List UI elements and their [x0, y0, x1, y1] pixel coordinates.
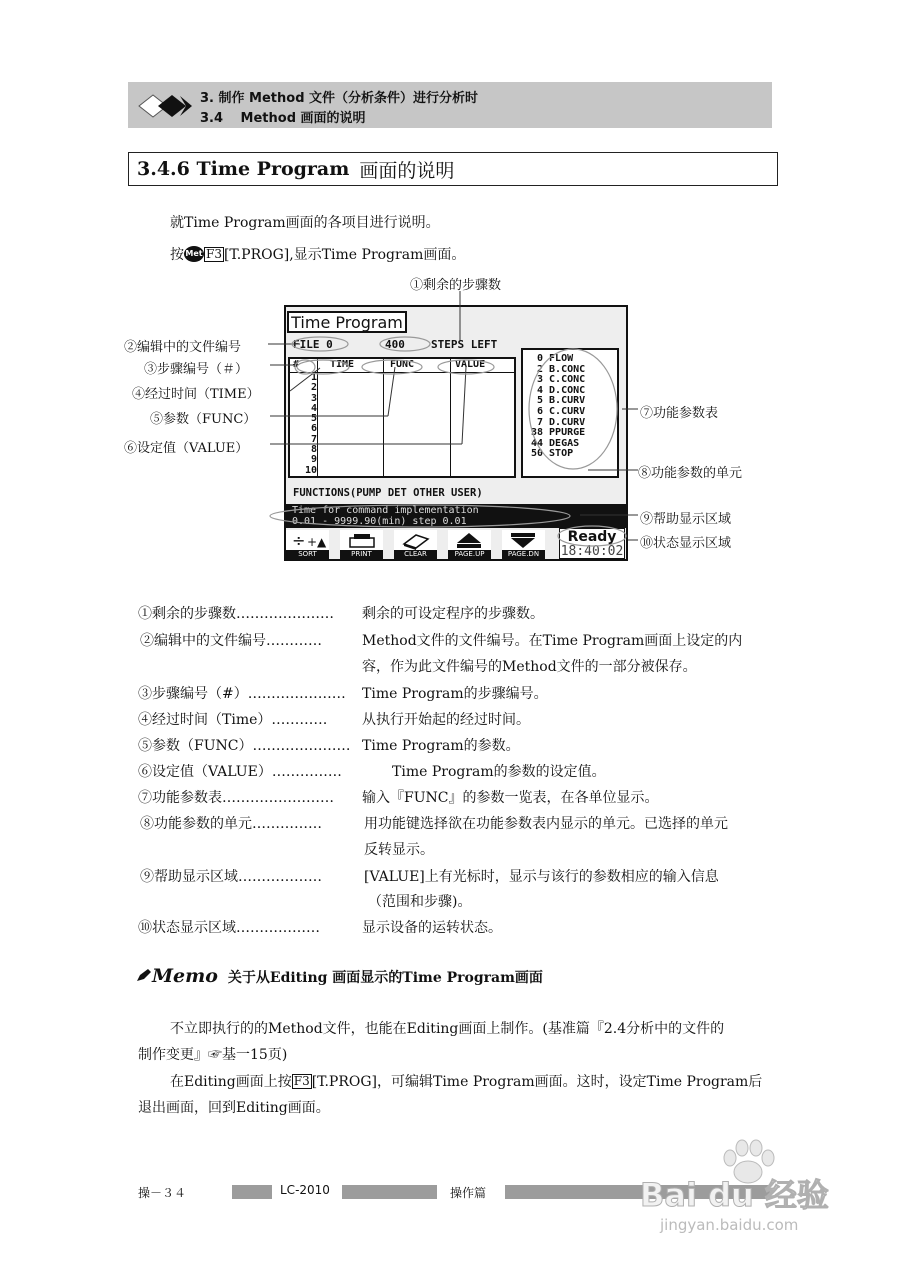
memo-para1-line2: 制作变更』☞基一15页)	[138, 1047, 288, 1063]
desc-text-cont: 容，作为此文件编号的Method文件的一部分被保存。	[362, 659, 697, 675]
annotation-function-unit: ⑧功能参数的单元	[638, 466, 743, 481]
row-number: 7	[310, 433, 317, 445]
desc-text: Time Program的步骤编号。	[362, 686, 548, 702]
row-number: 8	[310, 444, 317, 456]
page-number: 操－３４	[138, 1186, 187, 1200]
col-header-num: #	[293, 359, 300, 370]
annotation-status-area: ⑩状态显示区域	[640, 536, 732, 551]
col-header-func: FUNC	[390, 359, 415, 370]
intro-line-2: 按 Met F3 [T.PROG],显示Time Program画面。	[170, 246, 466, 263]
help-display-area: Time for command implementation 0.01 - 9999.90(min) step 0.01	[286, 504, 626, 528]
page-down-key[interactable]: PAGE.DN	[502, 530, 545, 559]
f3-key: F3	[293, 1073, 310, 1088]
row-number: 1	[310, 372, 317, 383]
col-header-value: VALUE	[455, 359, 486, 370]
met-key-icon: Met	[184, 246, 204, 262]
memo-heading	[136, 965, 543, 987]
annotation-time: ④经过时间（TIME）	[132, 387, 260, 402]
func-item: 44 DEGAS	[530, 437, 580, 449]
row-number: 6	[310, 423, 317, 435]
func-item: 5 B.CURV	[536, 395, 586, 407]
desc-text: 输入『FUNC』的参数一览表，在各单位显示。	[362, 790, 659, 806]
footer-bar	[232, 1185, 272, 1199]
memo-para2-line2: 退出画面，回到Editing画面。	[138, 1100, 330, 1116]
desc-term: ④经过时间（Time）…………	[138, 712, 328, 728]
desc-term: ⑦功能参数表……………………	[138, 790, 334, 806]
row-number: 4	[310, 402, 317, 414]
func-item: 38 PPURGE	[530, 427, 586, 439]
desc-term: ⑨帮助显示区域………………	[140, 869, 322, 885]
pencil-icon	[136, 968, 152, 982]
watermark-url: jingyan.baidu.com	[660, 1216, 799, 1234]
desc-text: [VALUE]上有光标时，显示与该行的参数相应的输入信息	[364, 869, 719, 885]
desc-term: ⑤参数（FUNC）…………………	[138, 738, 351, 754]
func-item: 2 B.CONC	[536, 363, 586, 375]
functions-units-line: FUNCTIONS(PUMP DET OTHER USER)	[293, 487, 483, 499]
footer-section: 操作篇	[450, 1186, 487, 1200]
svg-text:÷: ÷	[292, 531, 306, 550]
row-number: 5	[310, 413, 317, 425]
annotation-help-area: ⑨帮助显示区域	[640, 512, 732, 527]
annotation-steps-left: ①剩余的步骤数	[410, 278, 502, 293]
footer-model: LC-2010	[280, 1183, 330, 1197]
steps-left-value: 400	[385, 338, 405, 351]
header-section: 3.4 Method 画面的说明	[200, 111, 366, 126]
steps-left-label: STEPS LEFT	[431, 338, 498, 351]
func-item: 6 C.CURV	[536, 405, 586, 417]
screen-title: Time Program	[287, 311, 407, 333]
status-text: Ready	[567, 529, 617, 545]
desc-term: ③步骤编号（#）…………………	[138, 686, 346, 702]
desc-text: 用功能键选择欲在功能参数表内显示的单元。已选择的单元	[364, 816, 728, 832]
memo-label: Memo	[152, 965, 218, 987]
clock: 18:40:02	[560, 544, 624, 559]
annotation-value: ⑥设定值（VALUE）	[124, 441, 249, 456]
annotation-step-number: ③步骤编号（＃）	[144, 362, 249, 377]
f3-key: F3	[206, 246, 222, 261]
desc-text-cont: （范围和步骤)。	[368, 894, 472, 910]
desc-text: 剩余的可设定程序的步骤数。	[362, 606, 544, 622]
desc-text: Time Program的参数的设定值。	[392, 764, 606, 780]
leader-lines	[0, 0, 905, 600]
annotation-file-number: ②编辑中的文件编号	[124, 340, 242, 355]
print-key[interactable]: PRINT	[340, 530, 383, 559]
desc-term: ⑩状态显示区域………………	[138, 920, 320, 936]
func-item: 50 STOP	[530, 448, 574, 460]
desc-text-cont: 反转显示。	[364, 842, 434, 858]
file-number: FILE 0	[293, 338, 333, 351]
intro-line-1: 就Time Program画面的各项目进行说明。	[170, 215, 440, 231]
svg-text:+▲: +▲	[307, 535, 327, 549]
col-header-time: TIME	[330, 359, 355, 370]
row-number: 9	[310, 454, 317, 466]
sort-key[interactable]: ÷ +▲ SORT	[286, 530, 329, 559]
func-item: 0 FLOW	[536, 353, 574, 364]
func-item: 7 D.CURV	[536, 416, 586, 428]
desc-text: Time Program的参数。	[362, 738, 520, 754]
desc-term: ①剩余的步骤数…………………	[138, 606, 334, 622]
section-title: 3.4.6 Time Program 画面的说明	[128, 152, 778, 186]
watermark-brand: Bai du 经验	[640, 1176, 829, 1214]
header-chapter: 3. 制作 Method 文件（分析条件）进行分析时	[200, 91, 479, 106]
annotation-function-table: ⑦功能参数表	[640, 406, 719, 421]
func-item: 3 C.CONC	[536, 374, 586, 386]
row-number: 3	[310, 392, 317, 404]
desc-term: ②编辑中的文件编号…………	[140, 633, 322, 649]
desc-term: ⑥设定值（VALUE）……………	[138, 764, 342, 780]
memo-para2-line1: 在Editing画面上按 F3 [T.PROG]，可编辑Time Program画面。这时，设定Time Program后	[170, 1073, 763, 1090]
desc-text: 从执行开始起的经过时间。	[362, 712, 530, 728]
desc-term: ⑧功能参数的单元……………	[140, 816, 322, 832]
desc-text: Method文件的文件编号。在Time Program画面上设定的内	[362, 633, 743, 649]
memo-para1-line1: 不立即执行的的Method文件，也能在Editing画面上制作。(基准篇『2.4分析中的文件的	[170, 1021, 725, 1037]
func-item: 4 D.CONC	[536, 384, 586, 396]
annotation-func: ⑤参数（FUNC）	[150, 412, 257, 427]
row-number: 10	[304, 464, 317, 476]
memo-title: 关于从Editing 画面显示的Time Program画面	[227, 970, 543, 986]
footer-bar	[342, 1185, 437, 1199]
row-number: 2	[310, 382, 317, 394]
desc-text: 显示设备的运转状态。	[362, 920, 502, 936]
page-up-key[interactable]: PAGE.UP	[448, 530, 491, 559]
clear-key[interactable]: CLEAR	[394, 530, 437, 559]
